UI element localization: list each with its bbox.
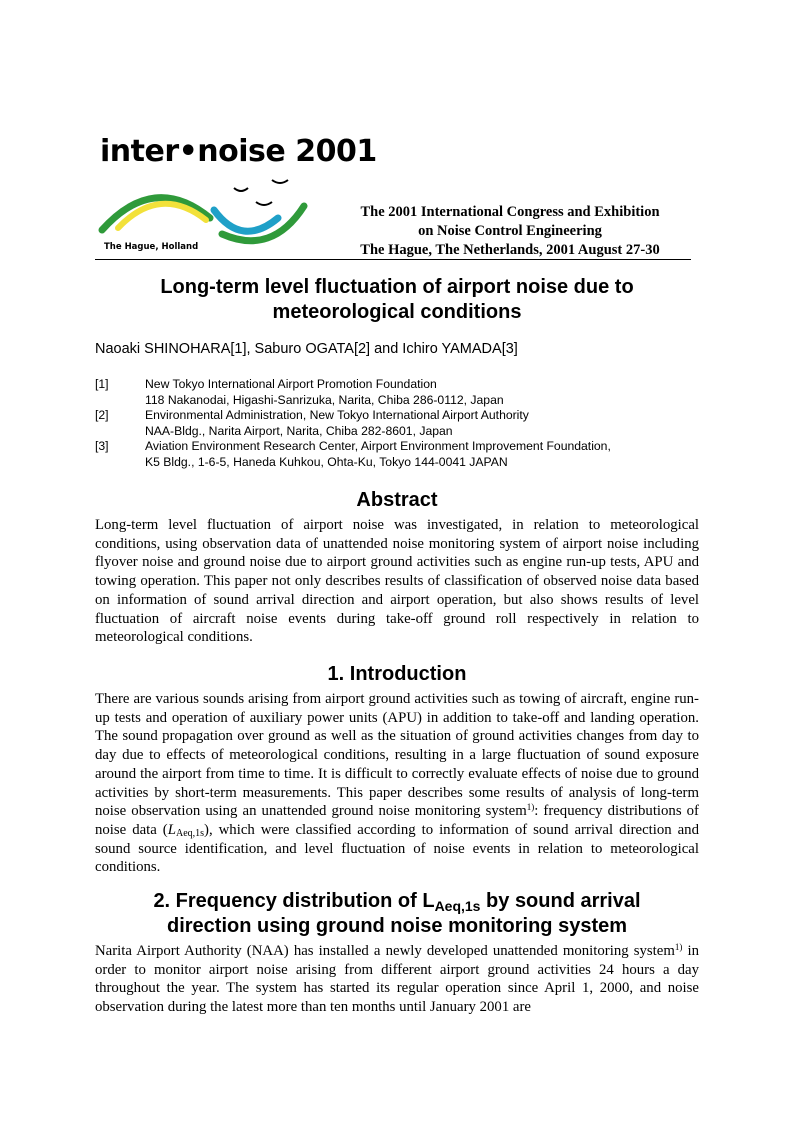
conference-line-3: The Hague, The Netherlands, 2001 August 27-30 — [360, 242, 660, 258]
conference-line-2: on Noise Control Engineering — [418, 223, 602, 239]
section-1-text-a: There are various sounds arising from airport ground activities such as towing of aircraft, engine run-up tests and operation of auxiliary power units (APU) in addition to take-off and landing operation. The sound propagation over ground as well as the situation of ground activities changes from day to day due to effects of meteorological conditions, resulting in a large fluctuation of sound exposure around the airport from time to time. It is difficult to correctly evaluate effects of noise due to ground activities by short-term measurements. This paper describes some results of analysis of long-term noise observation using an unattended ground noise monitoring system — [95, 691, 699, 820]
affiliation-row — [95, 408, 699, 424]
affiliation-row — [95, 424, 699, 440]
affiliation-number: [1] — [95, 377, 109, 391]
heading-subscript: Aeq,1s — [434, 898, 481, 914]
affiliation-row — [95, 377, 699, 393]
section-2-heading-line-1 — [95, 889, 699, 914]
conference-logo — [94, 134, 377, 260]
affiliation-number: [3] — [95, 439, 109, 454]
section-2-text — [95, 942, 699, 1017]
section-2-text-b: in order to monitor airport noise arising from different airport ground activities 24 hours a day throughout the year. The system has started its regular operation since April 1, 2000, and noise observation during the latest more than ten months until January 2001 are — [95, 943, 699, 1016]
affiliation-address: K5 Bldg., 1-6-5, Haneda Kuhkou, Ohta-Ku, Tokyo 144-0041 JAPAN — [145, 454, 508, 469]
title-line-1: Long-term level fluctuation of airport noise due to — [160, 276, 634, 298]
author-list: Naoaki SHINOHARA[1], Saburo OGATA[2] and Ichiro YAMADA[3] — [95, 341, 518, 357]
section-1-text-c: ), which were classified according to information of sound arrival direction and sound source identification, and level fluctuation of noise events in relation to meteorological conditions. — [95, 821, 699, 876]
affiliation-address: 118 Nakanodai, Higashi-Sanrizuka, Narita, Chiba 286-0112, Japan — [145, 392, 504, 407]
section-2-heading-a: 2. Frequency distribution of L — [153, 890, 435, 912]
conference-line-1: The 2001 International Congress and Exhibition — [360, 204, 660, 220]
section-1-text — [95, 690, 699, 877]
affiliation-list — [95, 377, 699, 471]
paper-title — [95, 275, 699, 325]
section-1-text-b: : frequency distributions of noise data ( — [95, 803, 699, 838]
affiliation-number: [2] — [95, 408, 109, 423]
section-2-heading-line-2: direction using ground noise monitoring system — [166, 915, 628, 937]
reference-marker: 1) — [526, 802, 535, 813]
reference-marker: 1) — [674, 942, 683, 952]
affiliation-name: Environmental Administration, New Tokyo International Airport Authority — [145, 408, 529, 423]
header-rule — [95, 259, 691, 260]
affiliation-address: NAA-Bldg., Narita Airport, Narita, Chiba 282-8601, Japan — [145, 423, 453, 438]
section-1-heading: 1. Introduction — [327, 663, 467, 685]
section-2-heading-b: by sound arrival — [480, 890, 641, 912]
affiliation-row — [95, 393, 699, 409]
conference-info — [336, 203, 684, 260]
abstract-text: Long-term level fluctuation of airport noise was investigated, in relation to meteorological conditions, using observation data of unattended noise monitoring system of airport noise including flyover noise and ground noise due to airport ground activities such as engine run-up tests, APU and towing operation. This paper not only describes results of classification of observed noise data based on information of sound arrival direction and airport operation, but also shows results of level fluctuation of aircraft noise events during take-off ground roll respectively in relation to meteorological conditions. — [95, 517, 699, 646]
symbol-subscript: Aeq,1s — [175, 827, 205, 839]
logo-place: The Hague, Holland — [104, 242, 199, 252]
logo-wordmark: inter•noise 2001 — [100, 134, 377, 169]
affiliation-row — [95, 439, 699, 455]
logo-waves-graphic — [94, 174, 334, 246]
affiliation-row — [95, 455, 699, 471]
section-2-text-a: Narita Airport Authority (NAA) has installed a newly developed unattended monitoring system — [95, 943, 675, 959]
section-2-heading — [95, 889, 699, 939]
affiliation-name: New Tokyo International Airport Promotion Foundation — [145, 377, 437, 391]
title-line-2: meteorological conditions — [272, 301, 522, 323]
abstract-heading: Abstract — [356, 489, 438, 511]
symbol-L: L — [167, 821, 176, 838]
affiliation-name: Aviation Environment Research Center, Airport Environment Improvement Foundation, — [145, 439, 611, 454]
